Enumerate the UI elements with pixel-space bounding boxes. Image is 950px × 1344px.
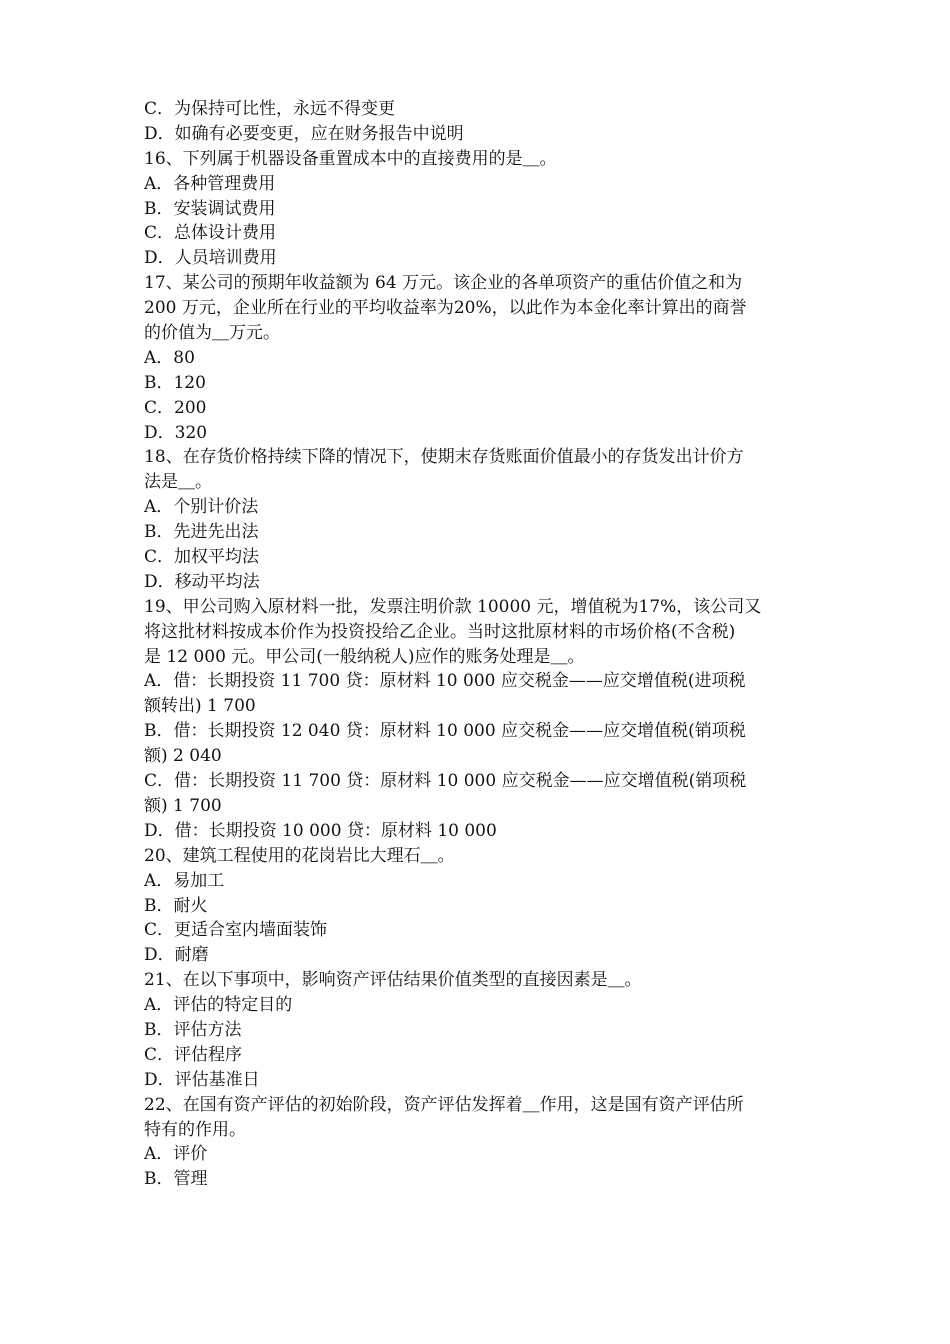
option-d: D．人员培训费用 xyxy=(144,248,277,269)
question-20: 20、建筑工程使用的花岗岩比大理石＿。 xyxy=(144,845,455,866)
option-c: C．加权平均法 xyxy=(144,547,260,568)
option-b: B．管理 xyxy=(144,1169,208,1190)
option-d: D．移动平均法 xyxy=(144,571,260,592)
text-line: C．为保持可比性，永远不得变更 xyxy=(144,99,396,119)
option-b: B．耐火 xyxy=(144,895,208,916)
option-c: C．评估程序 xyxy=(144,1044,243,1065)
option-c: C．总体设计费用 xyxy=(144,223,277,244)
option-c: C．借：长期投资 11 700 贷：原材料 10 000 应交税金——应交增值税(销项税 xyxy=(144,771,747,792)
option-b: B．先进先出法 xyxy=(144,522,259,543)
question-18: 18、在存货价格持续下降的情况下，使期末存货账面价值最小的存货发出计价方 xyxy=(144,447,744,468)
option-d: D．借：长期投资 10 000 贷：原材料 10 000 xyxy=(144,820,497,841)
option-c: C．200 xyxy=(144,397,207,418)
question-19-cont: 是 12 000 元。甲公司(一般纳税人)应作的账务处理是＿。 xyxy=(144,646,585,667)
option-a: A．易加工 xyxy=(144,870,225,891)
question-19-cont: 将这批材料按成本价作为投资投给乙企业。当时这批原材料的市场价格(不含税) xyxy=(144,621,736,642)
option-b-cont: 额) 2 040 xyxy=(144,746,222,767)
document-page xyxy=(144,97,814,1192)
text-line: D．如确有必要变更，应在财务报告中说明 xyxy=(144,123,464,144)
option-c-cont: 额) 1 700 xyxy=(144,795,222,816)
question-21: 21、在以下事项中，影响资产评估结果价值类型的直接因素是＿。 xyxy=(144,970,642,991)
question-22: 22、在国有资产评估的初始阶段，资产评估发挥着＿作用，这是国有资产评估所 xyxy=(144,1094,744,1115)
option-a: A．80 xyxy=(144,347,195,368)
option-c: C．更适合室内墙面装饰 xyxy=(144,920,328,941)
option-b: B．120 xyxy=(144,372,206,393)
question-17: 17、某公司的预期年收益额为 64 万元。该企业的各单项资产的重估价值之和为 xyxy=(144,273,743,294)
question-17-cont: 的价值为＿万元。 xyxy=(144,323,280,344)
option-b: B．评估方法 xyxy=(144,1019,242,1040)
option-d: D．评估基准日 xyxy=(144,1069,260,1090)
option-b: B．借：长期投资 12 040 贷：原材料 10 000 应交税金——应交增值税(销项税 xyxy=(144,721,746,742)
option-d: D．320 xyxy=(144,422,208,443)
option-a: A．评估的特定目的 xyxy=(144,995,293,1016)
question-22-cont: 特有的作用。 xyxy=(144,1119,246,1140)
question-16: 16、下列属于机器设备重置成本中的直接费用的是＿。 xyxy=(144,148,557,169)
option-b: B．安装调试费用 xyxy=(144,198,276,219)
option-a: A．各种管理费用 xyxy=(144,173,276,194)
option-a: A．个别计价法 xyxy=(144,497,259,518)
option-a: A．借：长期投资 11 700 贷：原材料 10 000 应交税金——应交增值税(进项税 xyxy=(144,671,746,692)
question-17-cont: 200 万元，企业所在行业的平均收益率为20%，以此作为本金化率计算出的商誉 xyxy=(144,298,747,319)
option-a: A．评价 xyxy=(144,1144,208,1165)
question-19: 19、甲公司购入原材料一批，发票注明价款 10000 元，增值税为17%，该公司又 xyxy=(144,596,762,617)
question-18-cont: 法是＿。 xyxy=(144,472,212,493)
option-d: D．耐磨 xyxy=(144,945,209,966)
option-a-cont: 额转出) 1 700 xyxy=(144,696,256,717)
